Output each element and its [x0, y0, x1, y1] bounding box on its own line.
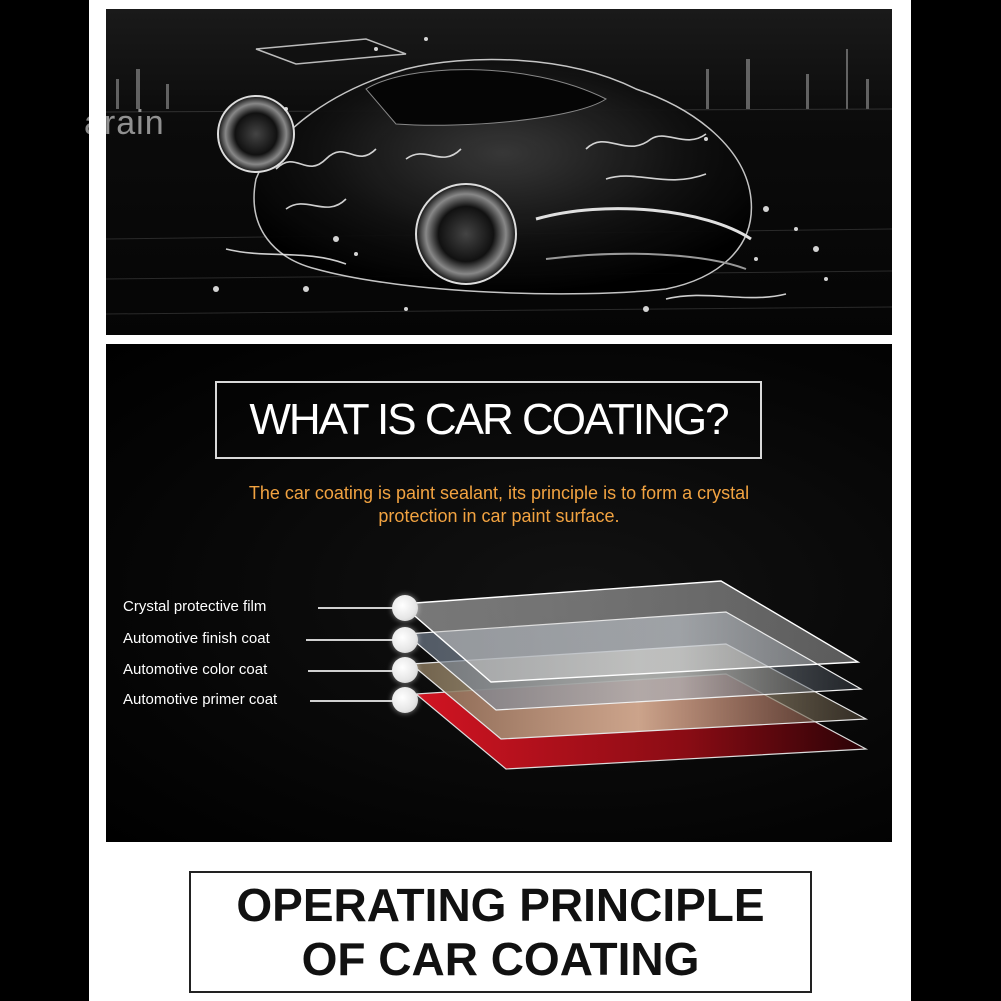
leader-line-primer	[310, 700, 400, 702]
layer-marker-primer	[392, 687, 418, 713]
operating-principle-line-2: OF CAR COATING	[301, 933, 700, 985]
car-splash-photo	[106, 9, 892, 335]
what-is-coating-box	[215, 381, 762, 459]
layer-label-finish: Automotive finish coat	[123, 630, 270, 647]
description-line-1: The car coating is paint sealant, its principle is to form a crystal	[248, 483, 750, 503]
layer-marker-finish	[392, 627, 418, 653]
what-is-coating-title: WHAT IS CAR COATING?	[249, 395, 728, 444]
layer-marker-crystal	[392, 595, 418, 621]
layer-label-color: Automotive color coat	[123, 661, 268, 678]
leader-line-crystal	[318, 607, 400, 609]
leader-line-finish	[306, 639, 400, 641]
operating-principle-box	[189, 871, 812, 993]
car-illustration	[106, 9, 892, 335]
coating-description	[186, 482, 812, 528]
description-line-2: protection in car paint surface.	[378, 506, 620, 526]
coating-panel	[106, 344, 892, 842]
layer-label-crystal: Crystal protective film	[123, 598, 267, 615]
watermark-text: arain	[84, 104, 165, 142]
leader-line-color	[308, 670, 400, 672]
layer-label-primer: Automotive primer coat	[123, 691, 278, 708]
operating-principle-line-1: OPERATING PRINCIPLE	[236, 879, 765, 931]
layer-marker-color	[392, 657, 418, 683]
